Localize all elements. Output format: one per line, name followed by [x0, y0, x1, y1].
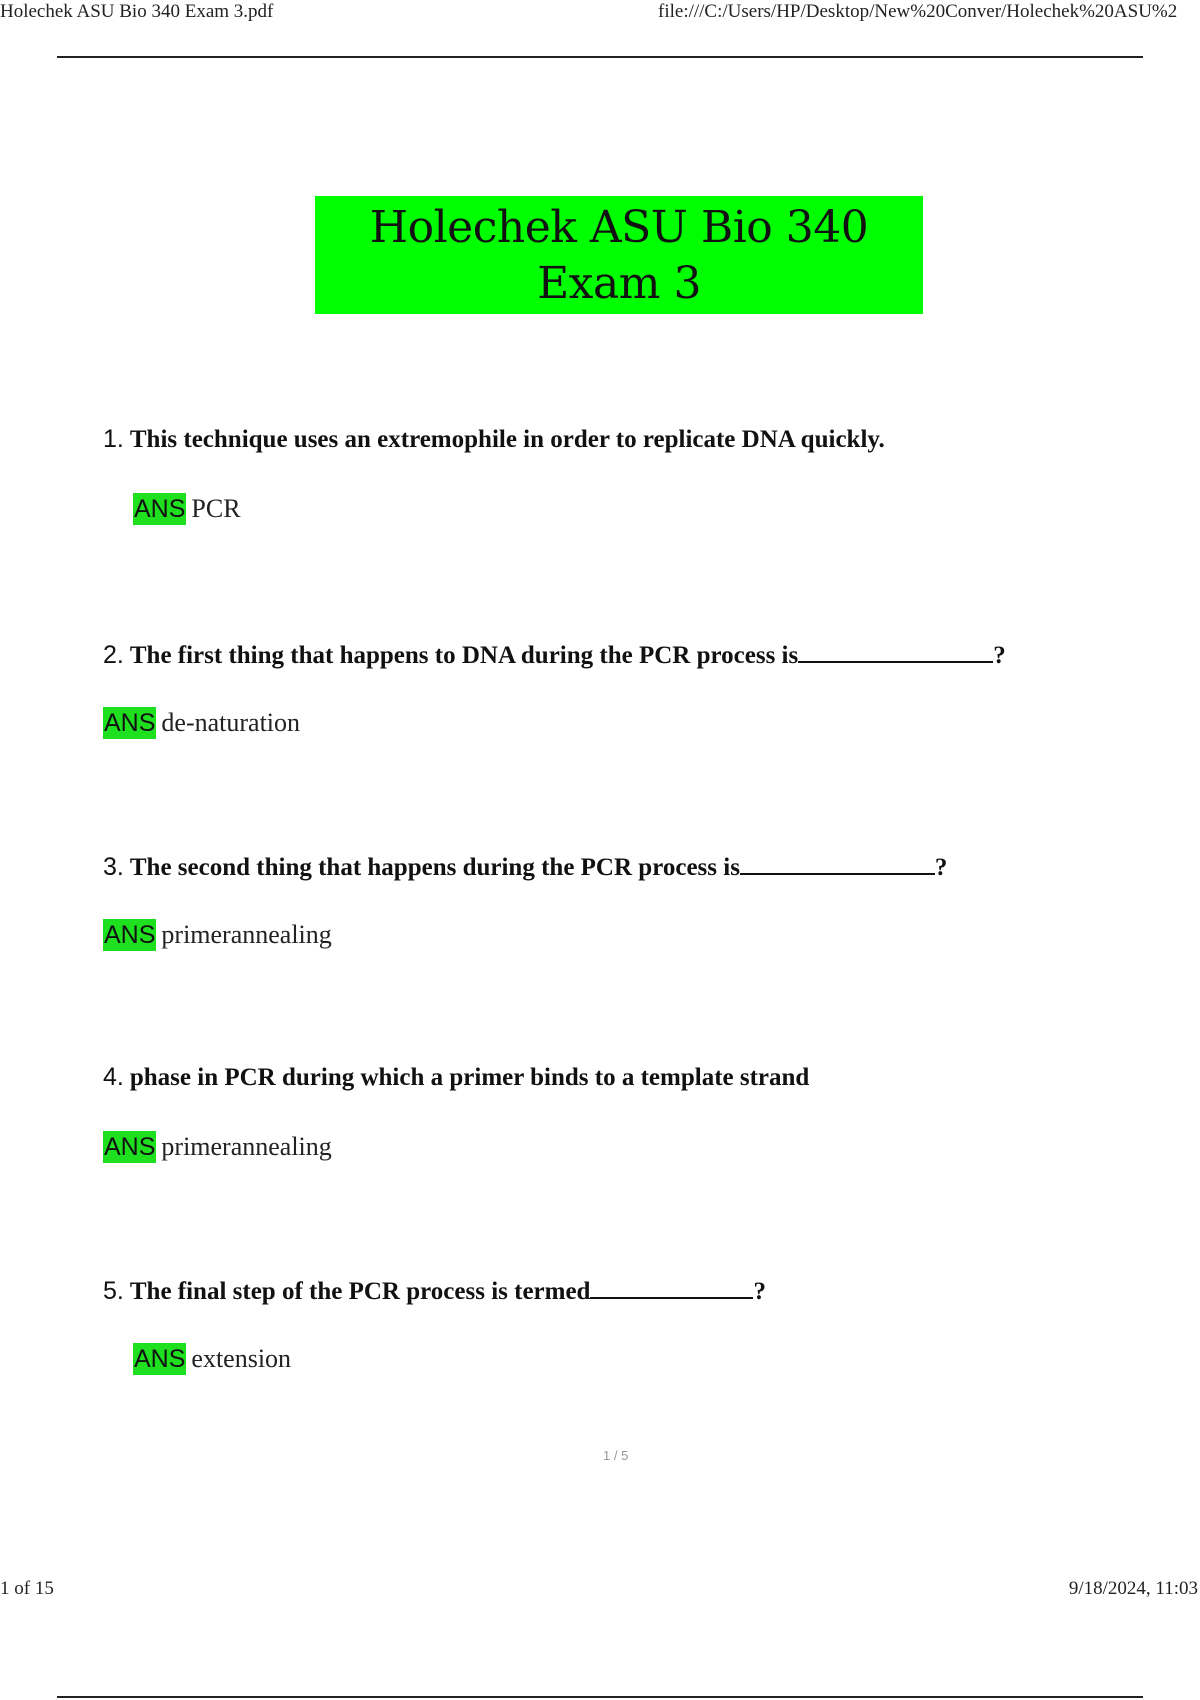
document-title: Holechek ASU Bio 340 Exam 3	[315, 196, 923, 314]
page-indicator: 1 / 5	[603, 1448, 629, 1463]
question-text: The second thing that happens during the PCR process is	[129, 854, 740, 881]
answer-4	[103, 1132, 332, 1162]
question-5	[103, 1275, 766, 1306]
header-file-title: Holechek ASU Bio 340 Exam 3.pdf	[0, 1, 274, 22]
answer-tag: ANS	[104, 1133, 156, 1161]
answer-blank	[590, 1275, 753, 1299]
answer-blank	[740, 851, 935, 875]
question-end: ?	[934, 854, 948, 881]
question-number: 4.	[103, 1063, 124, 1091]
question-end: ?	[993, 642, 1006, 669]
question-text: phase in PCR during which a primer binds to a template strand	[129, 1064, 810, 1091]
answer-1	[133, 494, 241, 524]
question-1	[103, 425, 885, 454]
answer-tag: ANS	[104, 709, 156, 737]
footer-divider	[57, 1696, 1143, 1698]
question-number: 3.	[103, 853, 124, 881]
answer-3	[103, 920, 332, 950]
header-divider	[57, 56, 1143, 58]
question-number: 5.	[103, 1277, 124, 1305]
question-text: This technique uses an extremophile in order to replicate DNA quickly.	[129, 426, 885, 453]
answer-tag: ANS	[104, 921, 156, 949]
footer-page-count: 1 of 15	[0, 1578, 54, 1599]
question-end: ?	[753, 1278, 766, 1305]
question-4	[103, 1063, 809, 1092]
answer-tag: ANS	[134, 1345, 186, 1373]
question-number: 2.	[103, 641, 124, 669]
answer-text: primerannealing	[161, 920, 332, 949]
answer-text: primerannealing	[161, 1132, 332, 1161]
answer-tag: ANS	[134, 495, 186, 523]
question-text: The first thing that happens to DNA during the PCR process is	[129, 642, 799, 669]
answer-blank	[798, 639, 993, 663]
answer-text: PCR	[191, 494, 241, 523]
question-2	[103, 639, 1006, 670]
question-3	[103, 851, 947, 882]
footer-timestamp: 9/18/2024, 11:03	[1068, 1578, 1198, 1599]
header-file-url: file:///C:/Users/HP/Desktop/New%20Conver/Holechek%20ASU%2	[658, 1, 1178, 22]
answer-2	[103, 708, 300, 738]
question-text: The final step of the PCR process is termed	[129, 1278, 591, 1305]
answer-5	[133, 1344, 291, 1374]
answer-text: extension	[191, 1344, 292, 1373]
answer-text: de-naturation	[161, 708, 301, 737]
question-number: 1.	[103, 425, 124, 453]
